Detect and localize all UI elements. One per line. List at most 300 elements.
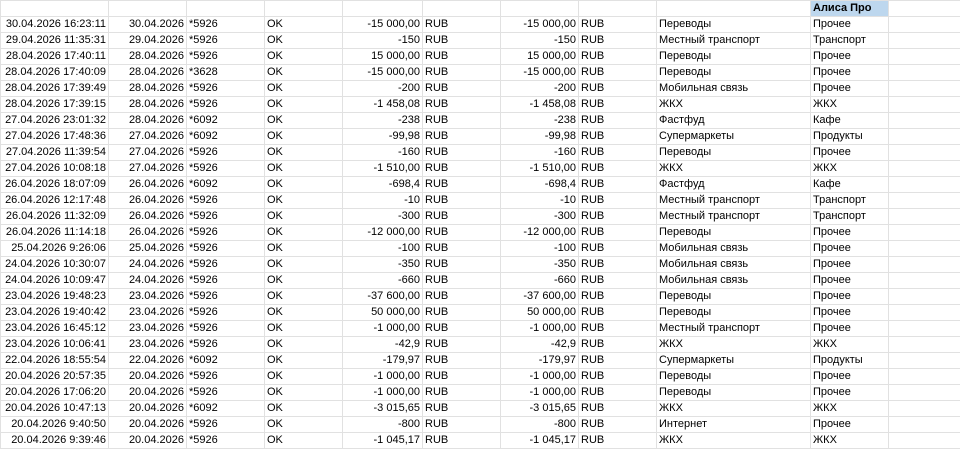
empty-cell[interactable]	[889, 241, 960, 257]
cell[interactable]	[501, 1, 579, 17]
currency-cell[interactable]: RUB	[423, 417, 501, 433]
status-cell[interactable]: OK	[265, 385, 343, 401]
empty-cell[interactable]	[889, 97, 960, 113]
alice-category-cell[interactable]: Прочее	[811, 289, 889, 305]
date-cell[interactable]: 28.04.2026	[109, 65, 187, 81]
alice-category-cell[interactable]: Продукты	[811, 129, 889, 145]
empty-cell[interactable]	[889, 65, 960, 81]
amount-cell[interactable]: -800	[343, 417, 423, 433]
empty-cell[interactable]	[889, 305, 960, 321]
amount-cell[interactable]: -3 015,65	[343, 401, 423, 417]
empty-cell[interactable]	[889, 33, 960, 49]
status-cell[interactable]: OK	[265, 161, 343, 177]
datetime-cell[interactable]: 20.04.2026 17:06:20	[1, 385, 109, 401]
empty-cell[interactable]	[889, 145, 960, 161]
alice-header-cell[interactable]: Алиса Про	[811, 1, 889, 17]
currency-cell[interactable]: RUB	[423, 337, 501, 353]
currency-cell[interactable]: RUB	[423, 49, 501, 65]
currency2-cell[interactable]: RUB	[579, 17, 657, 33]
empty-cell[interactable]	[889, 353, 960, 369]
amount2-cell[interactable]: -660	[501, 273, 579, 289]
datetime-cell[interactable]: 25.04.2026 9:26:06	[1, 241, 109, 257]
status-cell[interactable]: OK	[265, 177, 343, 193]
amount2-cell[interactable]: -800	[501, 417, 579, 433]
category-cell[interactable]: Переводы	[657, 369, 811, 385]
status-cell[interactable]: OK	[265, 129, 343, 145]
date-cell[interactable]: 24.04.2026	[109, 273, 187, 289]
amount2-cell[interactable]: 50 000,00	[501, 305, 579, 321]
category-cell[interactable]: Супермаркеты	[657, 353, 811, 369]
card-cell[interactable]: *5926	[187, 17, 265, 33]
empty-cell[interactable]	[889, 321, 960, 337]
amount-cell[interactable]: -1 000,00	[343, 385, 423, 401]
datetime-cell[interactable]: 26.04.2026 12:17:48	[1, 193, 109, 209]
date-cell[interactable]: 27.04.2026	[109, 161, 187, 177]
datetime-cell[interactable]: 27.04.2026 23:01:32	[1, 113, 109, 129]
card-cell[interactable]: *5926	[187, 289, 265, 305]
currency2-cell[interactable]: RUB	[579, 433, 657, 449]
currency2-cell[interactable]: RUB	[579, 305, 657, 321]
status-cell[interactable]: OK	[265, 369, 343, 385]
date-cell[interactable]: 28.04.2026	[109, 97, 187, 113]
card-cell[interactable]: *6092	[187, 177, 265, 193]
card-cell[interactable]: *5926	[187, 369, 265, 385]
date-cell[interactable]: 23.04.2026	[109, 289, 187, 305]
amount-cell[interactable]: -37 600,00	[343, 289, 423, 305]
empty-cell[interactable]	[889, 337, 960, 353]
datetime-cell[interactable]: 23.04.2026 16:45:12	[1, 321, 109, 337]
date-cell[interactable]: 28.04.2026	[109, 81, 187, 97]
amount2-cell[interactable]: -15 000,00	[501, 17, 579, 33]
currency-cell[interactable]: RUB	[423, 17, 501, 33]
currency2-cell[interactable]: RUB	[579, 129, 657, 145]
status-cell[interactable]: OK	[265, 145, 343, 161]
amount2-cell[interactable]: 15 000,00	[501, 49, 579, 65]
status-cell[interactable]: OK	[265, 417, 343, 433]
date-cell[interactable]: 25.04.2026	[109, 241, 187, 257]
currency2-cell[interactable]: RUB	[579, 33, 657, 49]
category-cell[interactable]: Местный транспорт	[657, 33, 811, 49]
category-cell[interactable]: Переводы	[657, 145, 811, 161]
date-cell[interactable]: 28.04.2026	[109, 49, 187, 65]
card-cell[interactable]: *5926	[187, 81, 265, 97]
category-cell[interactable]: Переводы	[657, 49, 811, 65]
date-cell[interactable]: 23.04.2026	[109, 321, 187, 337]
cell[interactable]	[1, 1, 109, 17]
card-cell[interactable]: *5926	[187, 385, 265, 401]
status-cell[interactable]: OK	[265, 65, 343, 81]
currency-cell[interactable]: RUB	[423, 177, 501, 193]
alice-category-cell[interactable]: Прочее	[811, 369, 889, 385]
category-cell[interactable]: Переводы	[657, 305, 811, 321]
amount-cell[interactable]: -12 000,00	[343, 225, 423, 241]
status-cell[interactable]: OK	[265, 209, 343, 225]
date-cell[interactable]: 26.04.2026	[109, 209, 187, 225]
card-cell[interactable]: *6092	[187, 353, 265, 369]
status-cell[interactable]: OK	[265, 321, 343, 337]
status-cell[interactable]: OK	[265, 305, 343, 321]
currency2-cell[interactable]: RUB	[579, 209, 657, 225]
card-cell[interactable]: *6092	[187, 113, 265, 129]
empty-cell[interactable]	[889, 257, 960, 273]
currency-cell[interactable]: RUB	[423, 65, 501, 81]
datetime-cell[interactable]: 28.04.2026 17:39:49	[1, 81, 109, 97]
currency2-cell[interactable]: RUB	[579, 49, 657, 65]
datetime-cell[interactable]: 28.04.2026 17:39:15	[1, 97, 109, 113]
card-cell[interactable]: *5926	[187, 273, 265, 289]
amount-cell[interactable]: -1 000,00	[343, 321, 423, 337]
datetime-cell[interactable]: 23.04.2026 19:48:23	[1, 289, 109, 305]
amount2-cell[interactable]: -10	[501, 193, 579, 209]
cell[interactable]	[265, 1, 343, 17]
date-cell[interactable]: 28.04.2026	[109, 113, 187, 129]
alice-category-cell[interactable]: Прочее	[811, 225, 889, 241]
status-cell[interactable]: OK	[265, 337, 343, 353]
datetime-cell[interactable]: 27.04.2026 11:39:54	[1, 145, 109, 161]
empty-cell[interactable]	[889, 17, 960, 33]
amount-cell[interactable]: -99,98	[343, 129, 423, 145]
currency-cell[interactable]: RUB	[423, 33, 501, 49]
amount-cell[interactable]: -160	[343, 145, 423, 161]
date-cell[interactable]: 23.04.2026	[109, 305, 187, 321]
currency2-cell[interactable]: RUB	[579, 353, 657, 369]
card-cell[interactable]: *5926	[187, 193, 265, 209]
category-cell[interactable]: Местный транспорт	[657, 209, 811, 225]
category-cell[interactable]: ЖКХ	[657, 161, 811, 177]
status-cell[interactable]: OK	[265, 401, 343, 417]
date-cell[interactable]: 27.04.2026	[109, 145, 187, 161]
category-cell[interactable]: Фастфуд	[657, 113, 811, 129]
amount2-cell[interactable]: -42,9	[501, 337, 579, 353]
currency-cell[interactable]: RUB	[423, 161, 501, 177]
alice-category-cell[interactable]: ЖКХ	[811, 161, 889, 177]
category-cell[interactable]: Местный транспорт	[657, 321, 811, 337]
amount2-cell[interactable]: -300	[501, 209, 579, 225]
date-cell[interactable]: 30.04.2026	[109, 17, 187, 33]
currency-cell[interactable]: RUB	[423, 385, 501, 401]
datetime-cell[interactable]: 26.04.2026 11:32:09	[1, 209, 109, 225]
amount-cell[interactable]: -10	[343, 193, 423, 209]
amount-cell[interactable]: -200	[343, 81, 423, 97]
datetime-cell[interactable]: 20.04.2026 9:40:50	[1, 417, 109, 433]
currency2-cell[interactable]: RUB	[579, 225, 657, 241]
date-cell[interactable]: 29.04.2026	[109, 33, 187, 49]
amount2-cell[interactable]: -1 000,00	[501, 385, 579, 401]
amount2-cell[interactable]: -3 015,65	[501, 401, 579, 417]
currency-cell[interactable]: RUB	[423, 273, 501, 289]
amount-cell[interactable]: -1 510,00	[343, 161, 423, 177]
card-cell[interactable]: *5926	[187, 225, 265, 241]
alice-category-cell[interactable]: ЖКХ	[811, 337, 889, 353]
currency-cell[interactable]: RUB	[423, 369, 501, 385]
datetime-cell[interactable]: 20.04.2026 10:47:13	[1, 401, 109, 417]
amount2-cell[interactable]: -1 458,08	[501, 97, 579, 113]
cell[interactable]	[343, 1, 423, 17]
status-cell[interactable]: OK	[265, 97, 343, 113]
currency2-cell[interactable]: RUB	[579, 241, 657, 257]
amount2-cell[interactable]: -200	[501, 81, 579, 97]
datetime-cell[interactable]: 28.04.2026 17:40:11	[1, 49, 109, 65]
alice-category-cell[interactable]: Кафе	[811, 113, 889, 129]
alice-category-cell[interactable]: Прочее	[811, 273, 889, 289]
cell[interactable]	[187, 1, 265, 17]
amount2-cell[interactable]: -1 510,00	[501, 161, 579, 177]
amount-cell[interactable]: -150	[343, 33, 423, 49]
alice-category-cell[interactable]: ЖКХ	[811, 97, 889, 113]
amount2-cell[interactable]: -179,97	[501, 353, 579, 369]
empty-cell[interactable]	[889, 113, 960, 129]
empty-cell[interactable]	[889, 209, 960, 225]
amount-cell[interactable]: -1 045,17	[343, 433, 423, 449]
amount2-cell[interactable]: -37 600,00	[501, 289, 579, 305]
date-cell[interactable]: 20.04.2026	[109, 369, 187, 385]
category-cell[interactable]: Мобильная связь	[657, 257, 811, 273]
empty-cell[interactable]	[889, 417, 960, 433]
currency2-cell[interactable]: RUB	[579, 385, 657, 401]
alice-category-cell[interactable]: Прочее	[811, 81, 889, 97]
category-cell[interactable]: ЖКХ	[657, 401, 811, 417]
empty-cell[interactable]	[889, 177, 960, 193]
amount2-cell[interactable]: -1 000,00	[501, 321, 579, 337]
category-cell[interactable]: ЖКХ	[657, 337, 811, 353]
cell[interactable]	[109, 1, 187, 17]
currency-cell[interactable]: RUB	[423, 145, 501, 161]
alice-category-cell[interactable]: Прочее	[811, 257, 889, 273]
category-cell[interactable]: Переводы	[657, 17, 811, 33]
currency-cell[interactable]: RUB	[423, 401, 501, 417]
amount-cell[interactable]: -238	[343, 113, 423, 129]
status-cell[interactable]: OK	[265, 289, 343, 305]
datetime-cell[interactable]: 24.04.2026 10:30:07	[1, 257, 109, 273]
empty-cell[interactable]	[889, 401, 960, 417]
amount2-cell[interactable]: -698,4	[501, 177, 579, 193]
date-cell[interactable]: 20.04.2026	[109, 385, 187, 401]
datetime-cell[interactable]: 26.04.2026 18:07:09	[1, 177, 109, 193]
empty-cell[interactable]	[889, 289, 960, 305]
date-cell[interactable]: 26.04.2026	[109, 193, 187, 209]
currency2-cell[interactable]: RUB	[579, 161, 657, 177]
amount2-cell[interactable]: -99,98	[501, 129, 579, 145]
status-cell[interactable]: OK	[265, 273, 343, 289]
empty-cell[interactable]	[889, 193, 960, 209]
empty-cell[interactable]	[889, 273, 960, 289]
datetime-cell[interactable]: 29.04.2026 11:35:31	[1, 33, 109, 49]
currency2-cell[interactable]: RUB	[579, 273, 657, 289]
card-cell[interactable]: *5926	[187, 417, 265, 433]
date-cell[interactable]: 23.04.2026	[109, 337, 187, 353]
alice-category-cell[interactable]: Кафе	[811, 177, 889, 193]
category-cell[interactable]: Мобильная связь	[657, 241, 811, 257]
card-cell[interactable]: *5926	[187, 337, 265, 353]
datetime-cell[interactable]: 28.04.2026 17:40:09	[1, 65, 109, 81]
card-cell[interactable]: *5926	[187, 33, 265, 49]
currency-cell[interactable]: RUB	[423, 305, 501, 321]
datetime-cell[interactable]: 26.04.2026 11:14:18	[1, 225, 109, 241]
date-cell[interactable]: 20.04.2026	[109, 433, 187, 449]
amount2-cell[interactable]: -350	[501, 257, 579, 273]
alice-category-cell[interactable]: Прочее	[811, 65, 889, 81]
currency-cell[interactable]: RUB	[423, 257, 501, 273]
empty-cell[interactable]	[889, 81, 960, 97]
cell[interactable]	[657, 1, 811, 17]
card-cell[interactable]: *5926	[187, 145, 265, 161]
empty-cell[interactable]	[889, 129, 960, 145]
currency2-cell[interactable]: RUB	[579, 97, 657, 113]
alice-category-cell[interactable]: Транспорт	[811, 193, 889, 209]
empty-cell[interactable]	[889, 369, 960, 385]
status-cell[interactable]: OK	[265, 257, 343, 273]
alice-category-cell[interactable]: Транспорт	[811, 209, 889, 225]
card-cell[interactable]: *5926	[187, 433, 265, 449]
currency2-cell[interactable]: RUB	[579, 337, 657, 353]
alice-category-cell[interactable]: ЖКХ	[811, 401, 889, 417]
date-cell[interactable]: 27.04.2026	[109, 129, 187, 145]
card-cell[interactable]: *5926	[187, 49, 265, 65]
amount2-cell[interactable]: -1 045,17	[501, 433, 579, 449]
currency-cell[interactable]: RUB	[423, 97, 501, 113]
alice-category-cell[interactable]: Прочее	[811, 417, 889, 433]
category-cell[interactable]: Местный транспорт	[657, 193, 811, 209]
currency2-cell[interactable]: RUB	[579, 257, 657, 273]
currency2-cell[interactable]: RUB	[579, 193, 657, 209]
date-cell[interactable]: 26.04.2026	[109, 225, 187, 241]
datetime-cell[interactable]: 27.04.2026 10:08:18	[1, 161, 109, 177]
amount-cell[interactable]: 15 000,00	[343, 49, 423, 65]
cell[interactable]	[889, 1, 960, 17]
card-cell[interactable]: *5926	[187, 241, 265, 257]
currency-cell[interactable]: RUB	[423, 241, 501, 257]
category-cell[interactable]: ЖКХ	[657, 433, 811, 449]
card-cell[interactable]: *6092	[187, 401, 265, 417]
datetime-cell[interactable]: 24.04.2026 10:09:47	[1, 273, 109, 289]
currency2-cell[interactable]: RUB	[579, 177, 657, 193]
status-cell[interactable]: OK	[265, 433, 343, 449]
amount-cell[interactable]: -1 000,00	[343, 369, 423, 385]
status-cell[interactable]: OK	[265, 33, 343, 49]
category-cell[interactable]: Супермаркеты	[657, 129, 811, 145]
alice-category-cell[interactable]: Прочее	[811, 17, 889, 33]
amount-cell[interactable]: -698,4	[343, 177, 423, 193]
datetime-cell[interactable]: 23.04.2026 19:40:42	[1, 305, 109, 321]
amount2-cell[interactable]: -150	[501, 33, 579, 49]
amount-cell[interactable]: 50 000,00	[343, 305, 423, 321]
alice-category-cell[interactable]: Транспорт	[811, 33, 889, 49]
date-cell[interactable]: 22.04.2026	[109, 353, 187, 369]
amount2-cell[interactable]: -1 000,00	[501, 369, 579, 385]
category-cell[interactable]: Переводы	[657, 65, 811, 81]
empty-cell[interactable]	[889, 433, 960, 449]
currency-cell[interactable]: RUB	[423, 193, 501, 209]
date-cell[interactable]: 20.04.2026	[109, 401, 187, 417]
status-cell[interactable]: OK	[265, 353, 343, 369]
empty-cell[interactable]	[889, 385, 960, 401]
amount2-cell[interactable]: -100	[501, 241, 579, 257]
status-cell[interactable]: OK	[265, 193, 343, 209]
alice-category-cell[interactable]: Прочее	[811, 321, 889, 337]
amount-cell[interactable]: -42,9	[343, 337, 423, 353]
amount-cell[interactable]: -15 000,00	[343, 17, 423, 33]
currency2-cell[interactable]: RUB	[579, 401, 657, 417]
amount2-cell[interactable]: -12 000,00	[501, 225, 579, 241]
currency-cell[interactable]: RUB	[423, 321, 501, 337]
alice-category-cell[interactable]: Прочее	[811, 49, 889, 65]
amount-cell[interactable]: -100	[343, 241, 423, 257]
alice-category-cell[interactable]: Прочее	[811, 305, 889, 321]
alice-category-cell[interactable]: Продукты	[811, 353, 889, 369]
status-cell[interactable]: OK	[265, 241, 343, 257]
amount-cell[interactable]: -15 000,00	[343, 65, 423, 81]
status-cell[interactable]: OK	[265, 49, 343, 65]
card-cell[interactable]: *6092	[187, 129, 265, 145]
amount-cell[interactable]: -350	[343, 257, 423, 273]
currency-cell[interactable]: RUB	[423, 353, 501, 369]
date-cell[interactable]: 24.04.2026	[109, 257, 187, 273]
alice-category-cell[interactable]: ЖКХ	[811, 433, 889, 449]
amount-cell[interactable]: -179,97	[343, 353, 423, 369]
currency-cell[interactable]: RUB	[423, 433, 501, 449]
currency-cell[interactable]: RUB	[423, 81, 501, 97]
card-cell[interactable]: *5926	[187, 321, 265, 337]
datetime-cell[interactable]: 20.04.2026 20:57:35	[1, 369, 109, 385]
currency2-cell[interactable]: RUB	[579, 289, 657, 305]
cell[interactable]	[423, 1, 501, 17]
card-cell[interactable]: *5926	[187, 209, 265, 225]
date-cell[interactable]: 20.04.2026	[109, 417, 187, 433]
currency-cell[interactable]: RUB	[423, 129, 501, 145]
datetime-cell[interactable]: 22.04.2026 18:55:54	[1, 353, 109, 369]
category-cell[interactable]: Переводы	[657, 289, 811, 305]
currency2-cell[interactable]: RUB	[579, 65, 657, 81]
alice-category-cell[interactable]: Прочее	[811, 241, 889, 257]
currency2-cell[interactable]: RUB	[579, 369, 657, 385]
amount2-cell[interactable]: -15 000,00	[501, 65, 579, 81]
alice-category-cell[interactable]: Прочее	[811, 385, 889, 401]
category-cell[interactable]: ЖКХ	[657, 97, 811, 113]
status-cell[interactable]: OK	[265, 113, 343, 129]
empty-cell[interactable]	[889, 49, 960, 65]
status-cell[interactable]: OK	[265, 81, 343, 97]
datetime-cell[interactable]: 20.04.2026 9:39:46	[1, 433, 109, 449]
amount-cell[interactable]: -1 458,08	[343, 97, 423, 113]
category-cell[interactable]: Переводы	[657, 385, 811, 401]
cell[interactable]	[579, 1, 657, 17]
category-cell[interactable]: Мобильная связь	[657, 81, 811, 97]
currency2-cell[interactable]: RUB	[579, 417, 657, 433]
card-cell[interactable]: *5926	[187, 161, 265, 177]
currency2-cell[interactable]: RUB	[579, 81, 657, 97]
category-cell[interactable]: Фастфуд	[657, 177, 811, 193]
card-cell[interactable]: *5926	[187, 97, 265, 113]
currency2-cell[interactable]: RUB	[579, 113, 657, 129]
amount-cell[interactable]: -660	[343, 273, 423, 289]
currency-cell[interactable]: RUB	[423, 209, 501, 225]
card-cell[interactable]: *3628	[187, 65, 265, 81]
empty-cell[interactable]	[889, 225, 960, 241]
datetime-cell[interactable]: 30.04.2026 16:23:11	[1, 17, 109, 33]
category-cell[interactable]: Переводы	[657, 225, 811, 241]
currency-cell[interactable]: RUB	[423, 113, 501, 129]
currency2-cell[interactable]: RUB	[579, 145, 657, 161]
category-cell[interactable]: Мобильная связь	[657, 273, 811, 289]
amount2-cell[interactable]: -160	[501, 145, 579, 161]
datetime-cell[interactable]: 23.04.2026 10:06:41	[1, 337, 109, 353]
amount-cell[interactable]: -300	[343, 209, 423, 225]
status-cell[interactable]: OK	[265, 17, 343, 33]
currency2-cell[interactable]: RUB	[579, 321, 657, 337]
alice-category-cell[interactable]: Прочее	[811, 145, 889, 161]
date-cell[interactable]: 26.04.2026	[109, 177, 187, 193]
currency-cell[interactable]: RUB	[423, 225, 501, 241]
